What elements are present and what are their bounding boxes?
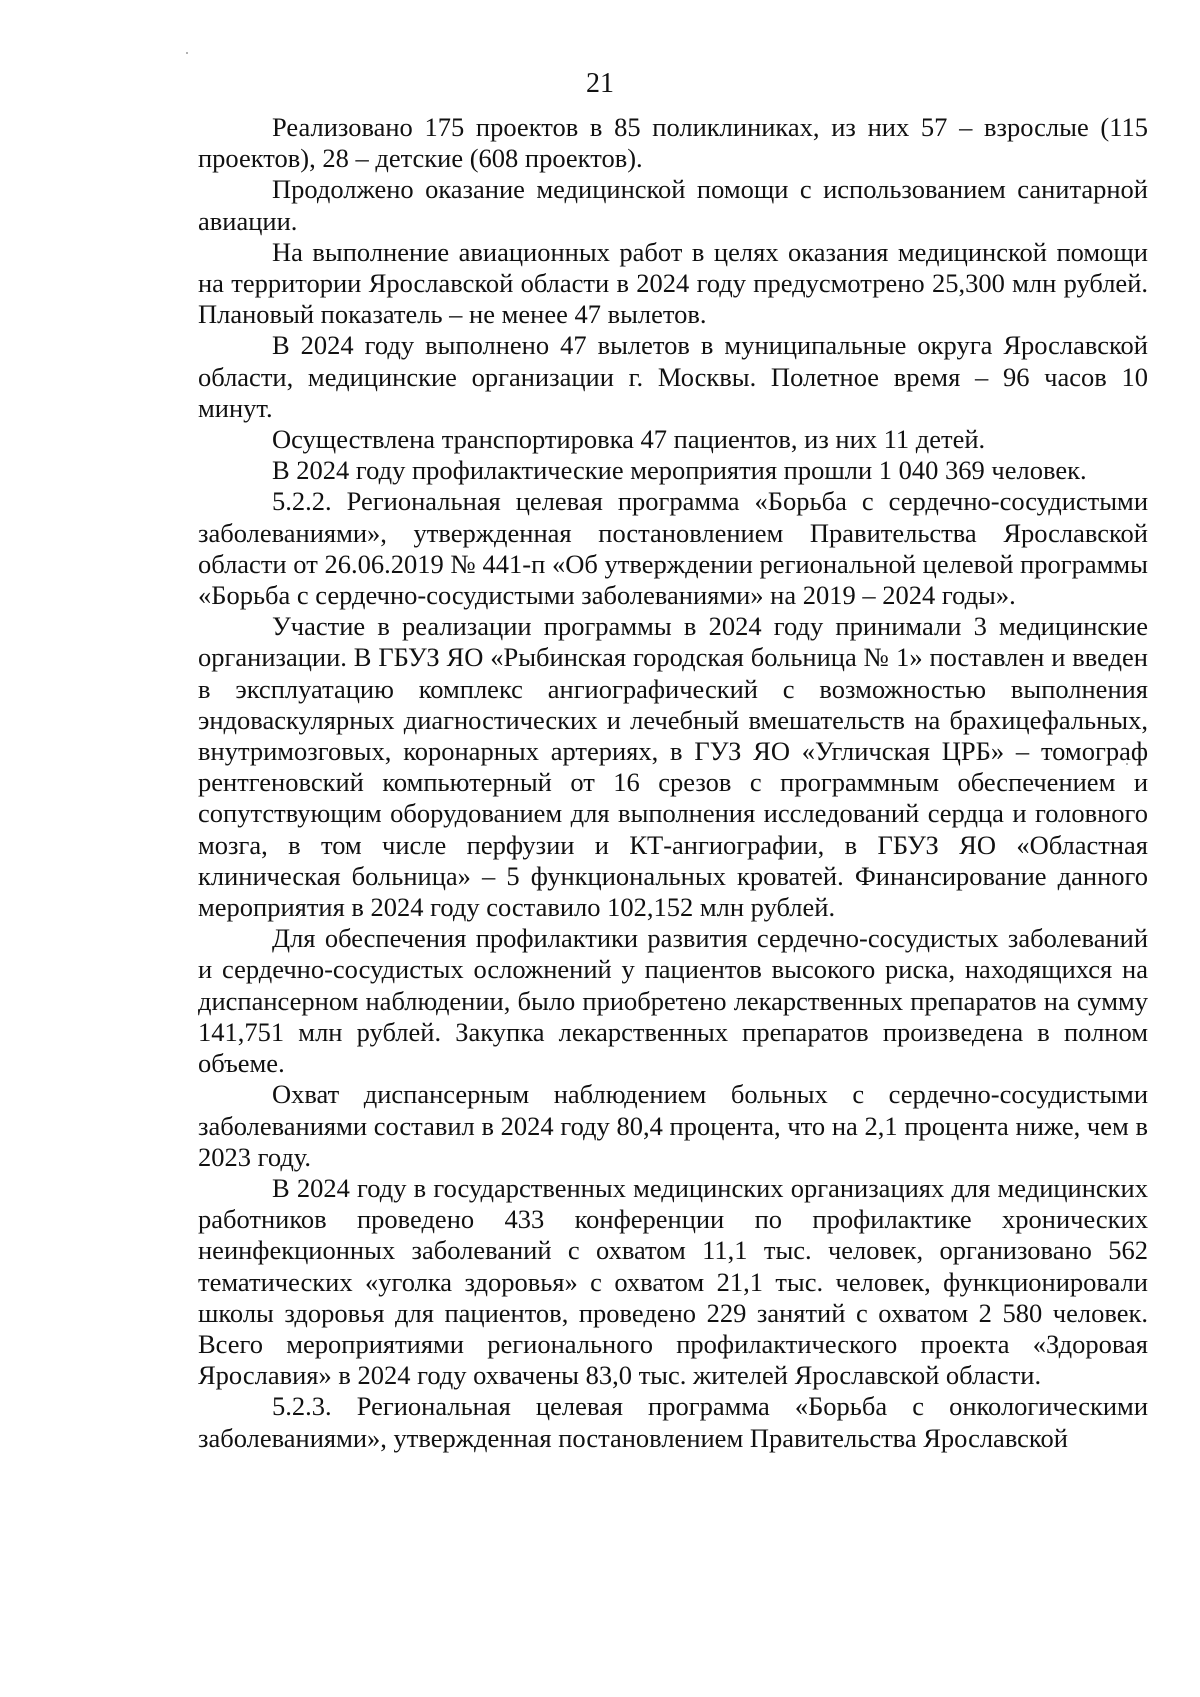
paragraph-medication-purchase: Для обеспечения профилактики развития сердечно-сосудистых заболеваний и сердечно-сосудистых осложнений у пациентов высокого риска, находящихся на диспансерном наблюдении, было приобретено лекарственных препаратов на сумму 141,751 млн рублей. Закупка лекарственных препаратов произведена в полном объеме. <box>198 923 1148 1079</box>
paragraph-patients-transported: Осуществлена транспортировка 47 пациентов, из них 11 детей. <box>272 424 986 455</box>
document-body <box>198 112 1148 1454</box>
scan-speck <box>186 52 188 54</box>
paragraph-sanitary-aviation: Продолжено оказание медицинской помощи с использованием санитарной авиации. <box>198 174 1148 236</box>
paragraph-dispensary-coverage: Охват диспансерным наблюдением больных с сердечно-сосудистыми заболеваниями составил в 2024 году 80,4 процента, что на 2,1 процента ниже, чем в 2023 году. <box>198 1079 1148 1172</box>
paragraph-program-participation: Участие в реализации программы в 2024 году принимали 3 медицинские организации. В ГБУЗ ЯО «Рыбинская городская больница № 1» поставлен и введен в эксплуатацию комплекс ангиографический с возможностью выполнения эндоваскулярных диагностических и лечебный вмешательств на брахицефальных, внутримозговых, коронарных артериях, в ГУЗ ЯО «Угличская ЦРБ» – томограф рентгеновский компьютерный от 16 срезов с программным обеспечением и сопутствующим оборудованием для выполнения исследований сердца и головного мозга, в том числе перфузии и КТ-ангиографии, в ГБУЗ ЯО «Областная клиническая больница» – 5 функциональных кроватей. Финансирование данного мероприятия в 2024 году составило 102,152 млн рублей. <box>198 611 1148 923</box>
paragraph-projects: Реализовано 175 проектов в 85 поликлиниках, из них 57 – взрослые (115 проектов), 28 – детские (608 проектов). <box>198 112 1148 174</box>
paragraph-flights: В 2024 году выполнено 47 вылетов в муниципальные округа Ярославской области, медицинские организации г. Москвы. Полетное время – 96 часов 10 минут. <box>198 330 1148 423</box>
page-number: 21 <box>586 68 614 99</box>
paragraph-aviation-funding: На выполнение авиационных работ в целях оказания медицинской помощи на территории Ярославской области в 2024 году предусмотрено 25,300 млн рублей. Плановый показатель – не менее 47 вылетов. <box>198 236 1148 330</box>
paragraph-section-5-2-2: 5.2.2. Региональная целевая программа «Борьба с сердечно-сосудистыми заболеваниями», утвержденная постановлением Правительства Ярославской области от 26.06.2019 № 441-п «Об утверждении региональной целевой программы «Борьба с сердечно-сосудистыми заболеваниями» на 2019 – 2024 годы». <box>198 486 1148 611</box>
paragraph-conferences: В 2024 году в государственных медицинских организациях для медицинских работников проведено 433 конференции по профилактике хронических неинфекционных заболеваний с охватом 11,1 тыс. человек, организовано 562 тематических «уголка здоровья» с охватом 21,1 тыс. человек, функционировали школы здоровья для пациентов, проведено 229 занятий с охватом 2 580 человек. Всего мероприятиями регионального профилактического проекта «Здоровая Ярославия» в 2024 году охвачены 83,0 тыс. жителей Ярославской области. <box>198 1172 1148 1391</box>
paragraph-section-5-2-3: 5.2.3. Региональная целевая программа «Борьба с онкологическими заболеваниями», утвержденная постановлением Правительства Ярославской <box>198 1391 1148 1453</box>
paragraph-prevention: В 2024 году профилактические мероприятия прошли 1 040 369 человек. <box>272 455 1087 486</box>
